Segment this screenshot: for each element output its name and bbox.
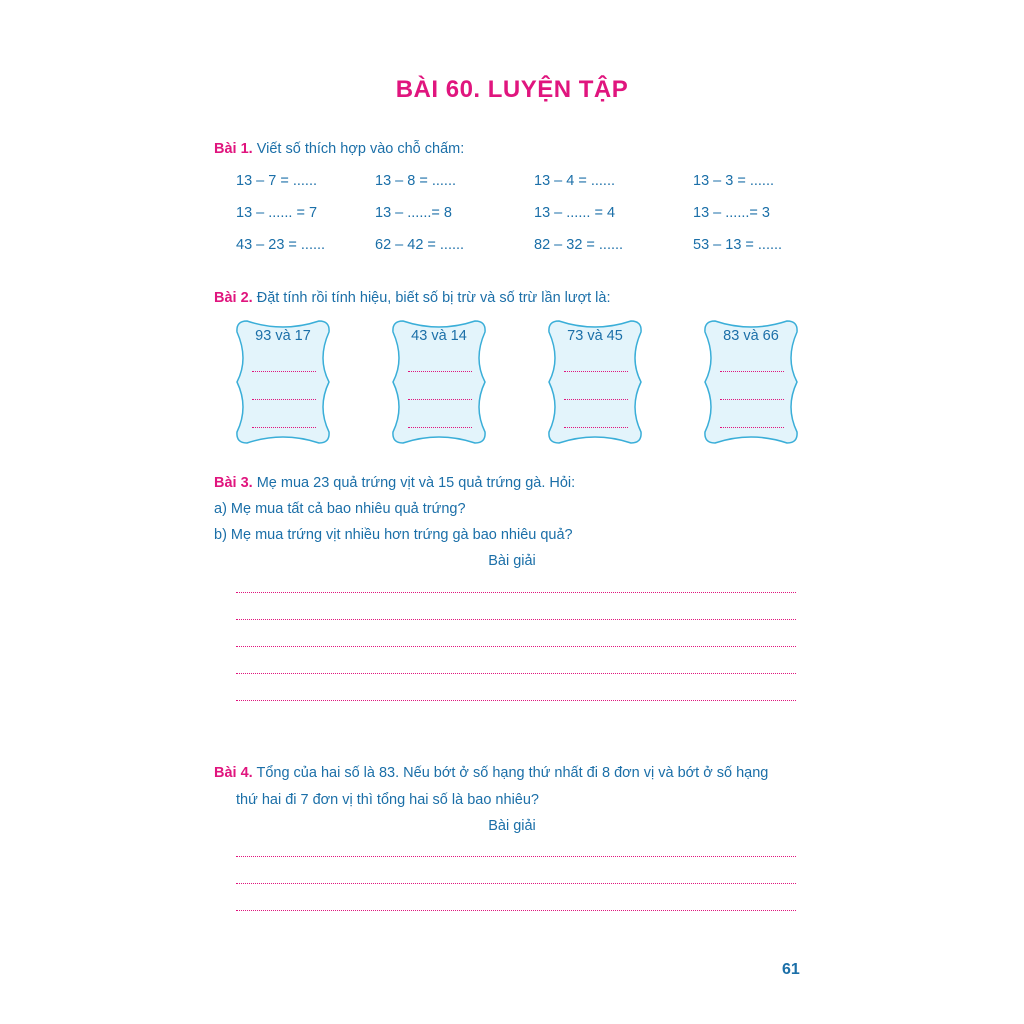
bai4-problem-line2: thứ hai đi 7 đơn vị thì tổng hai số là bao nhiêu? xyxy=(236,792,539,808)
answer-dots[interactable] xyxy=(564,427,628,428)
bai2-card-3 xyxy=(547,319,643,445)
answer-line[interactable] xyxy=(236,592,796,593)
bai4-problem-line1: Tổng của hai số là 83. Nếu bớt ở số hạng thứ nhất đi 8 đơn vị và bớt ở số hạng xyxy=(256,765,769,781)
bai2-card-4 xyxy=(703,319,799,445)
bai1-instruction: Viết số thích hợp vào chỗ chấm: xyxy=(256,141,465,157)
answer-line[interactable] xyxy=(236,856,796,857)
bai2-card-1 xyxy=(235,319,331,445)
bai1-eq-3-1: 43 – 23 = ...... xyxy=(236,237,326,253)
answer-dots[interactable] xyxy=(252,399,316,400)
answer-line[interactable] xyxy=(236,673,796,674)
bai1-heading xyxy=(214,141,464,157)
bai1-eq-3-3: 82 – 32 = ...... xyxy=(534,237,624,253)
answer-dots[interactable] xyxy=(252,427,316,428)
bai2-label: Bài 2. xyxy=(214,290,253,306)
card-pair-text: 83 và 66 xyxy=(723,328,779,344)
bai2-card-2 xyxy=(391,319,487,445)
bai4-label: Bài 4. xyxy=(214,765,253,781)
answer-line[interactable] xyxy=(236,910,796,911)
bai2-heading xyxy=(214,290,610,306)
answer-line[interactable] xyxy=(236,619,796,620)
bai4-heading xyxy=(214,765,768,781)
answer-dots[interactable] xyxy=(564,399,628,400)
bai3-problem: Mẹ mua 23 quả trứng vịt và 15 quả trứng gà. Hỏi: xyxy=(256,475,576,491)
bai1-eq-3-2: 62 – 42 = ...... xyxy=(375,237,465,253)
answer-dots[interactable] xyxy=(720,371,784,372)
bai1-eq-2-4: 13 – ......= 3 xyxy=(693,205,770,221)
answer-line[interactable] xyxy=(236,646,796,647)
answer-dots[interactable] xyxy=(252,371,316,372)
answer-dots[interactable] xyxy=(564,371,628,372)
bai1-eq-2-3: 13 – ...... = 4 xyxy=(534,205,616,221)
bai3-solution-heading: Bài giải xyxy=(488,553,536,569)
bai1-eq-1-3: 13 – 4 = ...... xyxy=(534,173,616,189)
answer-line[interactable] xyxy=(236,883,796,884)
bai4-solution-heading: Bài giải xyxy=(488,818,536,834)
bai1-eq-3-4: 53 – 13 = ...... xyxy=(693,237,783,253)
bai1-eq-1-1: 13 – 7 = ...... xyxy=(236,173,318,189)
bai1-eq-2-1: 13 – ...... = 7 xyxy=(236,205,318,221)
answer-dots[interactable] xyxy=(408,371,472,372)
bai1-label: Bài 1. xyxy=(214,141,253,157)
answer-line[interactable] xyxy=(236,700,796,701)
page-title: BÀI 60. LUYỆN TẬP xyxy=(395,76,629,103)
bai3-heading xyxy=(214,475,575,491)
answer-dots[interactable] xyxy=(720,399,784,400)
answer-dots[interactable] xyxy=(408,399,472,400)
bai2-instruction: Đặt tính rồi tính hiệu, biết số bị trừ và số trừ lần lượt là: xyxy=(256,290,611,306)
bai3-part-a: a) Mẹ mua tất cả bao nhiêu quả trứng? xyxy=(214,501,466,517)
card-pair-text: 43 và 14 xyxy=(411,328,467,344)
card-pair-text: 73 và 45 xyxy=(567,328,623,344)
card-pair-text: 93 và 17 xyxy=(255,328,311,344)
answer-dots[interactable] xyxy=(408,427,472,428)
answer-dots[interactable] xyxy=(720,427,784,428)
bai1-eq-2-2: 13 – ......= 8 xyxy=(375,205,452,221)
bai1-eq-1-2: 13 – 8 = ...... xyxy=(375,173,457,189)
page-number: 61 xyxy=(782,961,800,978)
bai1-eq-1-4: 13 – 3 = ...... xyxy=(693,173,775,189)
bai3-label: Bài 3. xyxy=(214,475,253,491)
bai3-part-b: b) Mẹ mua trứng vịt nhiều hơn trứng gà bao nhiêu quả? xyxy=(214,527,573,543)
